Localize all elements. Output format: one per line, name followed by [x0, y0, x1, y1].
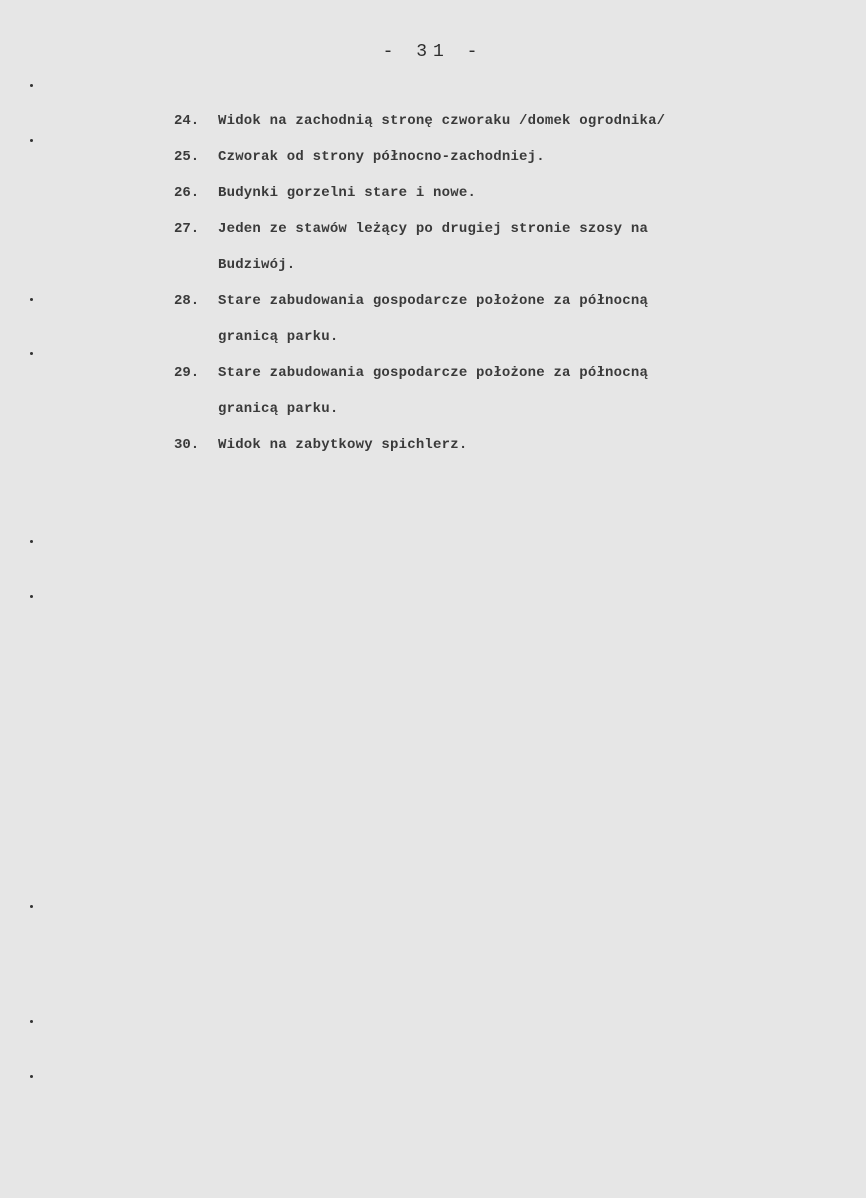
margin-mark	[30, 1075, 33, 1078]
item-text: Widok na zabytkowy spichlerz.	[218, 437, 468, 453]
item-text: Czworak od strony północno-zachodniej.	[218, 149, 545, 165]
item-number: 26.	[174, 185, 200, 201]
item-text: Widok na zachodnią stronę czworaku /domek ogrodnika/	[218, 113, 666, 129]
item-number: 27.	[174, 221, 200, 237]
item-number: 25.	[174, 149, 200, 165]
item-number: 29.	[174, 365, 200, 381]
margin-mark	[30, 1020, 33, 1023]
margin-mark	[30, 84, 33, 87]
list-item	[174, 427, 814, 463]
margin-mark	[30, 540, 33, 543]
list-item	[174, 211, 814, 283]
list-item	[174, 139, 814, 175]
item-number: 30.	[174, 437, 200, 453]
page-number: - 31 -	[382, 42, 484, 62]
item-text: Jeden ze stawów leżący po drugiej stronie szosy na Budziwój.	[218, 221, 649, 273]
item-number: 28.	[174, 293, 200, 309]
margin-mark	[30, 298, 33, 301]
list-item	[174, 103, 814, 139]
list-item	[174, 283, 814, 355]
list-item	[174, 175, 814, 211]
margin-mark	[30, 595, 33, 598]
item-number: 24.	[174, 113, 200, 129]
item-text: Stare zabudowania gospodarcze położone za północną granicą parku.	[218, 365, 649, 417]
item-text: Budynki gorzelni stare i nowe.	[218, 185, 477, 201]
margin-mark	[30, 352, 33, 355]
list-item	[174, 355, 814, 427]
margin-mark	[30, 905, 33, 908]
photo-caption-list	[174, 103, 814, 463]
margin-mark	[30, 139, 33, 142]
item-text: Stare zabudowania gospodarcze położone za północną granicą parku.	[218, 293, 649, 345]
